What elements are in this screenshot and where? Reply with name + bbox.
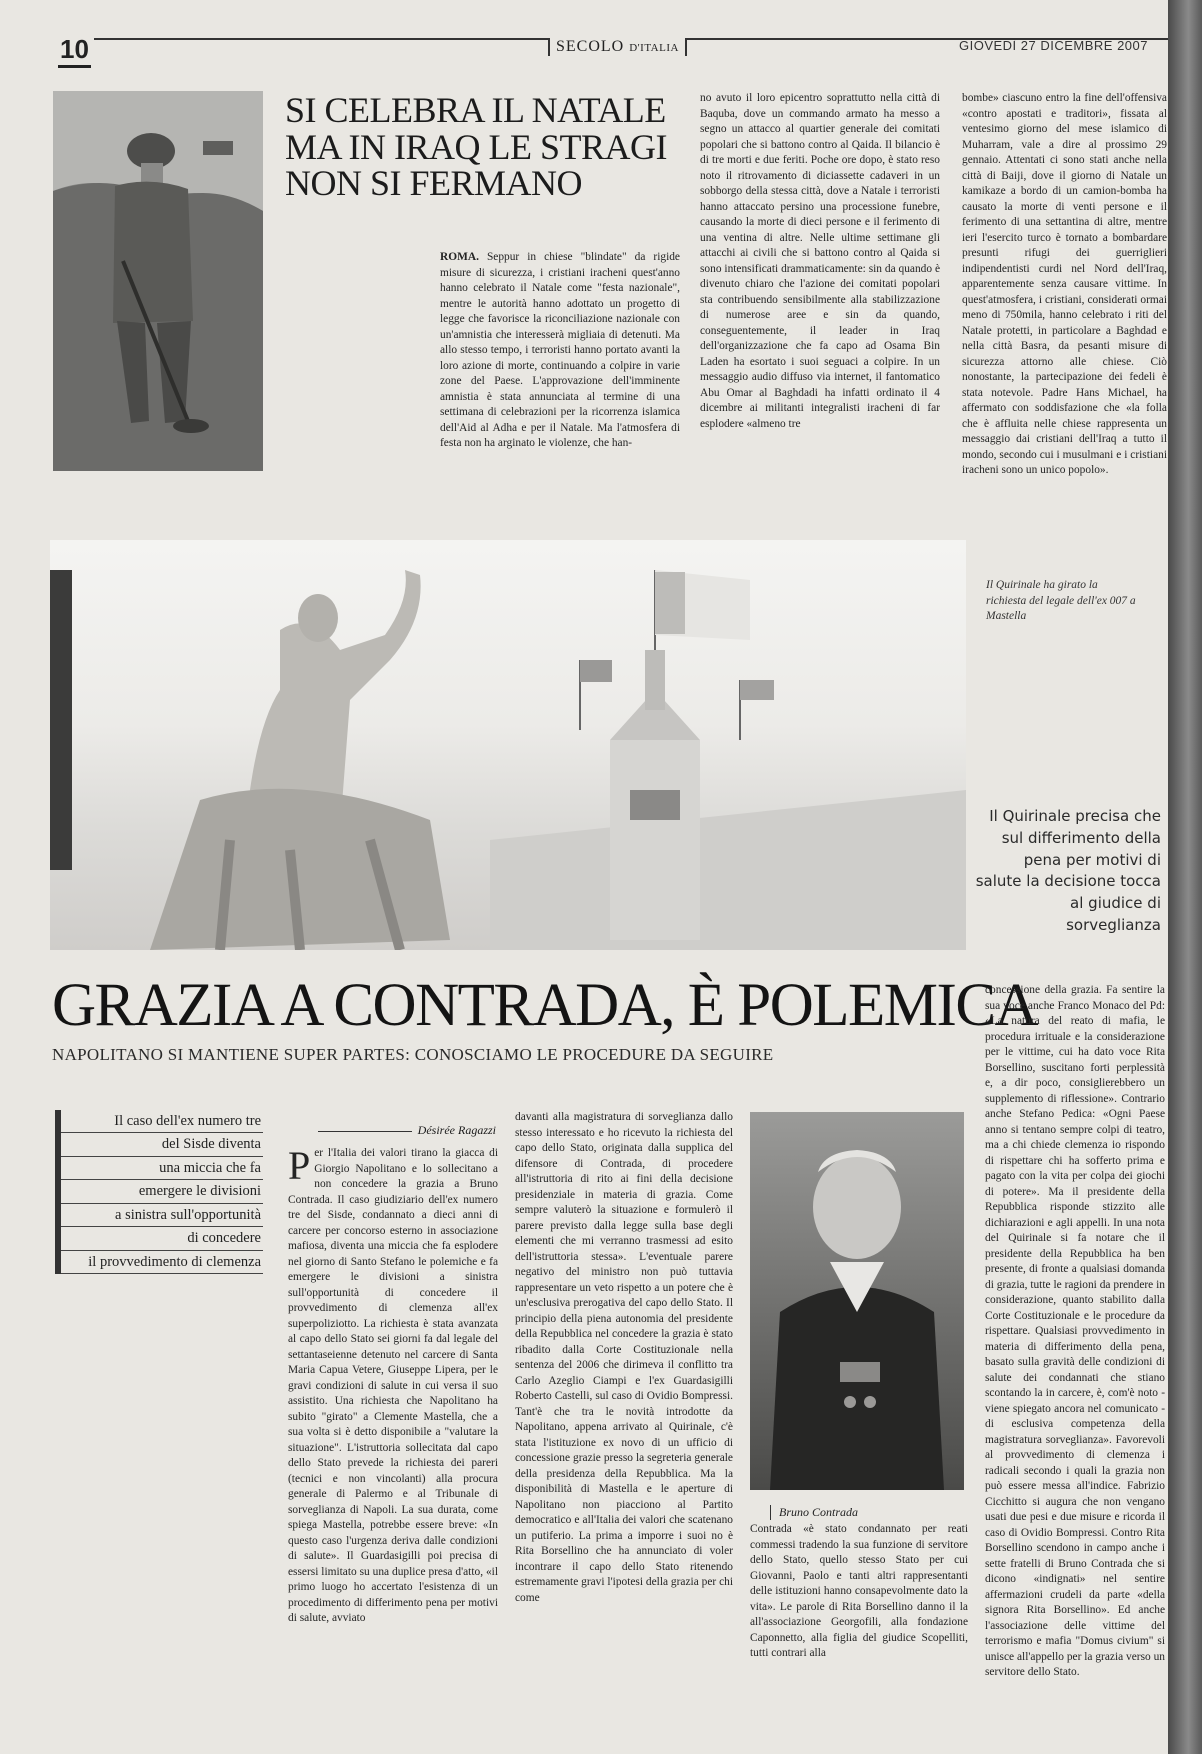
portrait-illustration [750,1112,964,1490]
page-edge [1168,0,1202,1754]
dropcap: P [288,1143,311,1188]
quirinale-photo [50,540,966,950]
soldier-photo [53,91,263,471]
byline [318,1123,496,1137]
iraq-column-3: bombe» ciascuno entro la fine dell'offensiva «contro apostati e traditori», fissata al ventesimo giorno del mese islamico di Muharram, vale a dire al prossimo 29 gennaio. Attentati ci sono stati anche nella città di Baiji, dove il giorno di Natale un kamikaze a bordo di un camion-bomba ha causato la morte di venti persone e il ferimento di una settantina di altre, mentre ieri l'esercito turco è tornato a bombardare presunti rifugi dei guerriglieri indipendentisti curdi nel Nord dell'Iraq, apparentemente senza causare vittime. In quest'atmosfera, i cristiani, considerati ormai meno di 750mila, hanno celebrato i riti del Natale protetti, in particolare a Baghdad e nella città Basra, da pesanti misure di sicurezza attorno alle chiese. Ciò nonostante, la partecipazione dei fedeli è stata notevole. Padre Hans Michael, ha affermato con soddisfazione che «la folla che è affluita nelle chiese rappresenta un messaggio dai cristiani dell'Iraq a tutto il mondo, secondo cui i musulmani e i cristiani iracheni sono un unico popolo». [962,92,1167,476]
summary-line: Il caso dell'ex numero tre [55,1110,263,1133]
portrait-caption: Bruno Contrada [770,1505,969,1520]
soldier-illustration [53,91,263,471]
issue-date: GIOVEDÌ 27 DICEMBRE 2007 [958,38,1148,53]
contrada-column-2: davanti alla magistratura di sorveglianza dallo stesso interessato e ho ricevuto la richiesta del capo dello Stato, originata dalla supplica del difensore di Contrada, di procedere all'istruttoria di rito ai fini della decisione presidenziale in materia di grazia. Come sempre valuterò la situazione e formulerò il parere previsto dalla legge sulla base degli elementi che mi verranno trasmessi ad esito dell'istruttoria stessa». L'eventuale parere negativo del ministro non può tuttavia rappresentare un veto rispetto a un potere che è un'esclusiva prerogativa del capo dello Stato. Il principio della piena autonomia del presidente della Repubblica nel concedere la grazia è stato ribadito dalla Corte Costituzionale nella sentenza del 2006 che dirimeva il conflitto tra Carlo Azeglio Ciampi e l'ex Guardasigilli Roberto Castelli, sul caso di Ovidio Bompressi. Tant'è che tra le novità introdotte da Napolitano, appena arrivato al Quirinale, c'è stata l'istituzione ex novo di un ufficio di concessione grazie presso la segreteria generale della presidenza della Repubblica. Ma la disponibilità di Mastella e le aperture di Napolitano non piacciono al Partito democratico e all'Italia dei valori che scatenano un putiferio. La prima a imporre i suoi no è Rita Borsellino che ha annunciato di voler incontrare il capo dello Stato ritenendo estremamente gravi l'ipotesi della grazia per chi come [515,1111,733,1604]
masthead-name: SECOLO [556,38,625,55]
summary-line: il provvedimento di clemenza [55,1251,263,1274]
summary-line: emergere le divisioni [55,1180,263,1203]
summary-bar [55,1110,61,1274]
iraq-headline: SI CELEBRA IL NATALE MA IN IRAQ LE STRAGI NON SI FERMANO [285,90,667,204]
pull-quote: Il Quirinale precisa che sul differimento della pena per motivi di salute la decisione tocca al giudice di sorveglianza [975,807,1161,934]
photo-caption: Il Quirinale ha girato la richiesta del legale dell'ex 007 a Mastella [986,579,1136,623]
iraq-column-2: no avuto il loro epicentro soprattutto nella città di Baquba, dove un commando armato ha messo a segno un attacco al quartier generale dei comitati popolari che si battono contro al Qaida. Il bilancio è di tre morti e due feriti. Poche ore dopo, è stato reso noto il ritrovamento di diciassette cadaveri in un sobborgo della stessa città, dove a Natale i terroristi hanno attaccato persino una processione funebre, causando la morte di dieci persone e il ferimento di una ventina di altre. Nelle ultime settimane gli attacchi ai civili che si battono contro al Qaida si sono intensificati drammaticamente: sin da quando è divenuto chiaro che l'azione dei comitati popolari sta contribuendo sensibilmente alla stabilizzazione di numerose aree e sin da quando, conseguentemente, il leader in Iraq dell'organizzazione che fa capo ad Osama Bin Laden ha esortato i suoi seguaci a colpire. In un messaggio audio diffuso via internet, il fantomatico Abu Omar al Baghdadi ha infatti ordinato il 4 dicembre ai militanti integralisti iracheni di far esplodere «almeno tre [700,92,940,430]
summary-box [55,1110,263,1274]
summary-line: di concedere [55,1227,263,1250]
contrada-column-1 [288,1143,498,1627]
contrada-text-1: er l'Italia dei valori tirano la giacca di Giorgio Napolitano e lo sollecitano a non concedere la grazia a Bruno Contrada. Il caso giudiziario dell'ex numero tre del Sisde, condannato a dieci anni di carcere per concorso esterno in associazione mafiosa, diventa una miccia che fa esplodere nel giorno di Santo Stefano le polemiche e fa emergere le divisioni a sinistra sull'opportunità di concedere il provvedimento di clemenza all'ex superpoliziotto. La richiesta è stata avanzata al capo dello Stato sei giorni fa dal legale del settantaseienne detenuto nel carcere di Santa Maria Capua Vetere, Giuseppe Lipera, per le gravi condizioni di salute in cui versa il suo assistito. Una richiesta che Napolitano ha subito "girato" a Clemente Mastella, che a sua volta si è detto disponibile a "valutare la situazione". L'istruttoria sollecitata dal capo dello Stato prevede la richiesta dei pareri (tecnici e non vincolanti) alla procura generale di Palermo e al Tribunale di sorveglianza di Napoli. La sua durata, come spiega Mastella, potrebbe essere breve: «In questo caso l'urgenza deriva dalle condizioni di salute». Il Guardasigilli poi precisa di essersi limitato su una duplice presa d'atto, «il primo luogo ho accertato l'esistenza di un procedimento di differimento pena per motivi di salute, avviato [288,1147,498,1624]
summary-line: una miccia che fa [55,1157,263,1180]
newspaper-masthead [548,38,687,56]
byline-author: Désirée Ragazzi [412,1123,496,1138]
iraq-text-1: Seppur in chiese "blindate" da rigide misure di sicurezza, i cristiani iracheni quest'anno hanno celebrato il Natale come "festa nazionale", mentre le autorità hanno adottato un progetto di legge che favorisce la riconciliazione nazionale con un'amnistia che interesserà migliaia di detenuti. Ma allo stesso tempo, i terroristi hanno portato avanti la loro azione di morte, continuando a colpire in varie zone del Paese. L'approvazione dell'imminente amnistia è stata annunciata al termine di una settimana di celebrazioni per la ricorrenza islamica dell'Aid al Adha e per il Natale. Ma l'atmosfera di festa non ha arginato le violenze, che han- [440,251,680,449]
summary-line: del Sisde diventa [55,1133,263,1156]
subheadline: NAPOLITANO SI MANTIENE SUPER PARTES: CONOSCIAMO LE PROCEDURE DA SEGUIRE [52,1045,774,1064]
summary-line: a sinistra sull'opportunità [55,1204,263,1227]
main-headline: GRAZIA A CONTRADA, È POLEMICA [52,972,1038,1039]
masthead-suffix: D'ITALIA [629,42,679,54]
contrada-portrait [750,1112,964,1490]
contrada-column-3: concessione della grazia. Fa sentire la sua voce anche Franco Monaco del Pd: «La natura del reato di mafia, le procedura irrituale e la considerazione per le vittime, cui ha dato voce Rita Borsellino, suscitano forti perplessità e, a dir poco, consiglierebbero un supplemento di riflessione». Contrario anche Stefano Pedica: «Ogni Paese anno si tentano sempre colpi di teatro, ma a chi chiede clemenza io rispondo di rispettare chi ha sofferto prima e pagato con la vita per colpa dei giochi di potere». Ma il presidente della Repubblica risponde stizzito alle dichiarazioni e agli appelli. In una nota del Quirinale si fa notare che il presidente della Repubblica ha ben presente, di fronte a qualsiasi domanda di grazia, tutte le ragioni da prendere in considerazione, quanto stabilito dalla Corte Costituzionale e le procedure da rispettare. Qualsiasi provvedimento in materia di differimento della pena, basato sulla gravità delle condizioni di salute dei condannati che stiano scontando la in carcere, è, com'è noto - viene spiegato ancora nel comunicato - di esclusiva competenza della magistratura sorveglianza». Favorevoli al provvedimento di clemenza i radicali secondo i quali la grazia non può essere messa all'indice. Fabrizio Cicchitto si augura che non vengano usati due pesi e due misure e ricorda il caso di Ovidio Bompressi. Contro Rita Borsellino scendono in campo anche i sette fratelli di Bruno Contrada che si dicono «indignati» nel sentire affermazioni crudeli da parte «della signora Rita Borsellino». Ed anche l'associazione delle vittime del terrorismo e mafia "Domus civium" si unisce all'appello per la grazia verso un servitore dello Stato. [985,984,1165,1678]
page-number: 10 [58,34,91,68]
quirinale-illustration [50,540,966,950]
contrada-column-2b: Contrada «è stato condannato per reati commessi tradendo la sua funzione di servitore dello Stato, quello stesso Stato per cui Giovanni, Paolo e tanti altri rappresentanti delle istituzioni hanno consapevolmente dato la vita». Le parole di Rita Borsellino danno il la all'associazione Georgofili, alla fondazione Caponnetto, alla figlia del giudice Scopelliti, tutti contrari alla [750,1523,968,1659]
dateline: ROMA. [440,251,479,263]
iraq-column-1 [440,250,680,452]
